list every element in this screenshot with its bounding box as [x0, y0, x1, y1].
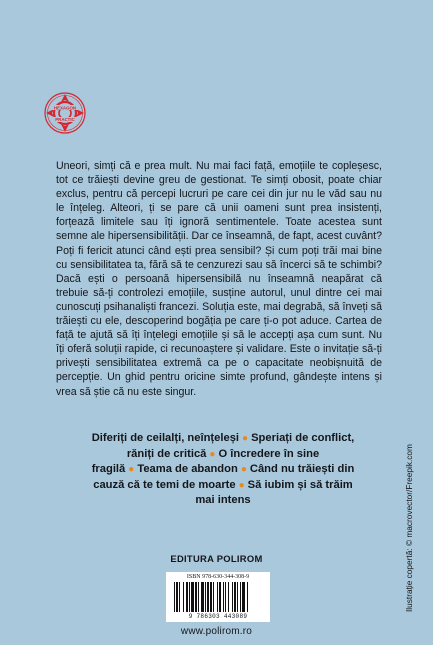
barcode-bar	[189, 582, 190, 612]
barcode-bar	[207, 582, 209, 612]
back-cover-description: Uneori, simți că e prea mult. Nu mai faci față, emoțiile te copleșesc, tot ce trăiești devine greu de gestionat. Te simți obosit, poate chiar exclus, pentru că percepi lucruri pe care cei din jur nu le văd sau nu le înțeleg. Alteori, ți se pare că unii oameni sunt prea insistenți, forțează limitele sau îți ignoră sentimentele. Toate acestea sunt semne ale hipersensibilității. Dar ce înseamnă, de fapt, acest cuvânt? Poți fi fericit atunci când ești prea sensibil? Și cum poți trăi mai bine cu sensibilitatea ta, fără să te cenzurezi sau să încerci să te schimbi? Dacă ești o persoană hipersensibilă nu înseamnă neapărat că trebuie să-ți controlezi emoțiile, susține autorul, unul dintre cei mai cunoscuți psihanaliști francezi. Soluția este, mai degrabă, să înveți să trăiești cu ele, descoperind bogăția pe care ți-o pot aduce. Cartea de față te ajută să îți înțelegi emoțiile și să le accepți așa cum sunt. Nu îți oferă soluții rapide, ci recunoaștere și validare. Este o invitație să-ți privești sensibilitatea extremă ca pe o capacitate neobișnuită de percepție. Un ghid pentru oricine simte profund, gândește intens și vrea să știe că nu este singur.	[56, 160, 382, 398]
barcode-bar	[174, 582, 175, 612]
barcode-bar	[205, 582, 206, 612]
barcode-bar	[176, 582, 178, 612]
barcode-bar	[219, 582, 221, 612]
ean-number: 9 786303 443089	[188, 613, 248, 620]
topic-item: Să iubim și să trăim mai intens	[195, 478, 353, 507]
publisher-name: EDITURA POLIROM	[170, 553, 263, 564]
topic-item: Diferiți de ceilalți, neînțeleși	[91, 432, 240, 444]
barcode-bar	[223, 582, 224, 612]
barcode-bar	[217, 582, 218, 612]
publisher-series-logo	[44, 92, 86, 134]
barcode-bar	[195, 582, 197, 612]
topic-item: Când nu trăiești din cauză că te temi de moarte	[93, 463, 355, 491]
barcode-bar	[225, 582, 226, 612]
barcode-bar	[232, 582, 233, 612]
hexagon-practic-logo-icon	[44, 92, 86, 134]
cover-illustration-credit: Ilustrație copertă: © macrovector/Freepik.com	[404, 444, 414, 612]
barcode-bar	[228, 582, 229, 612]
barcode-bar	[183, 582, 184, 612]
barcode-bar	[198, 582, 199, 612]
bullet-dot-icon: ●	[242, 433, 249, 444]
barcode-bar	[179, 582, 180, 612]
bullet-dot-icon: ●	[209, 448, 216, 460]
isbn-barcode-block	[166, 572, 270, 622]
topic-item: O încredere în sine fragilă	[91, 447, 320, 476]
barcode-bar	[247, 582, 248, 612]
barcode-bar	[242, 582, 245, 612]
barcode-bar	[191, 582, 194, 612]
barcode-bar	[213, 582, 214, 612]
svg-text:PRACTIC: PRACTIC	[55, 117, 75, 123]
topic-item: Speriați de conflict, răniți de critică	[126, 432, 355, 460]
svg-text:HEXAGON: HEXAGON	[53, 105, 77, 111]
barcode-bar	[210, 582, 212, 612]
barcode-icon	[174, 582, 262, 612]
bullet-dot-icon: ●	[128, 464, 135, 476]
publisher-website: www.polirom.ro	[180, 626, 253, 637]
barcode-bar	[186, 582, 188, 612]
barcode-bar	[240, 582, 241, 612]
bullet-dot-icon: ●	[240, 464, 247, 476]
barcode-bar	[234, 582, 236, 612]
key-topics-list	[88, 431, 358, 508]
isbn-number: ISBN 978-630-344-308-9	[186, 574, 250, 580]
topic-item: Teama de abandon	[137, 463, 238, 476]
barcode-bar	[201, 582, 204, 612]
barcode-bar	[237, 582, 238, 612]
bullet-dot-icon: ●	[238, 479, 245, 491]
